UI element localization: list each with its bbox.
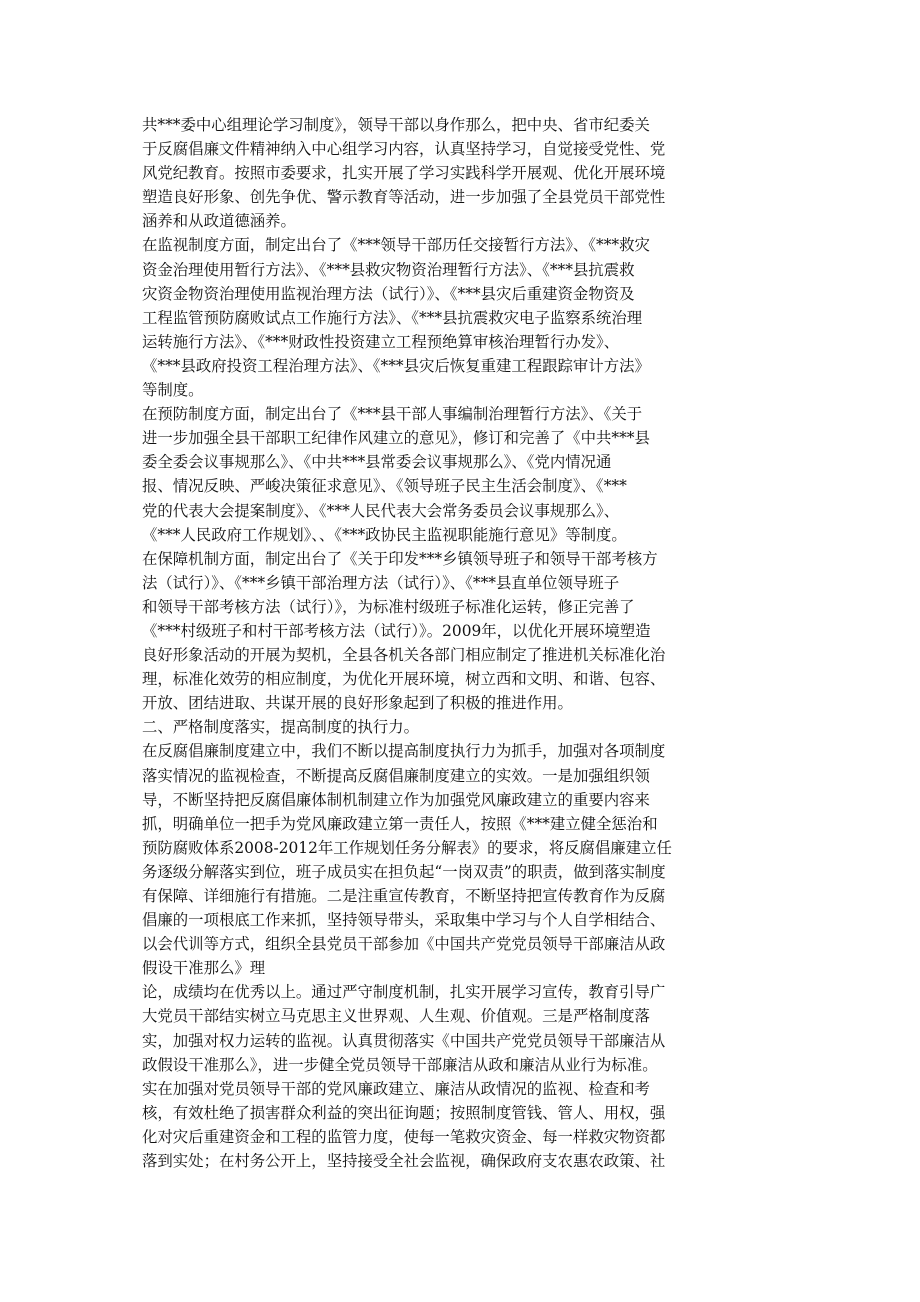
text-line: 倡廉的一项根底工作来抓，坚持领导带头，采取集中学习与个人自学相结合、 — [142, 911, 666, 930]
text-line: 论，成绩均在优秀以上。通过严守制度机制，扎实开展学习宣传，教育引导广 — [142, 983, 666, 1002]
text-line: 在保障机制方面，制定出台了《关于印发***乡镇领导班子和领导干部考核方 — [142, 549, 658, 568]
text-line: 大党员干部结实树立马克思主义世界观、人生观、价值观。三是严格制度落 — [142, 1007, 650, 1026]
text-line: 于反腐倡廉文件精神纳入中心组学习内容，认真坚持学习，自觉接受党性、党 — [142, 140, 666, 159]
text-line: 法（试行）》、《***乡镇干部治理方法（试行）》、《***县直单位领导班子 — [142, 573, 620, 592]
text-line: 落实情况的监视检查，不断提高反腐倡廉制度建立的实效。一是加强组织领 — [142, 766, 650, 785]
text-line: 核，有效杜绝了损害群众利益的突出征询题；按照制度管钱、管人、用权，强 — [142, 1103, 666, 1122]
text-line: 《***县政府投资工程治理方法》、《***县灾后恢复重建工程跟踪审计方法》 — [142, 356, 650, 375]
text-line: 工程监管预防腐败试点工作施行方法》、《***县抗震救灾电子监察系统治理 — [142, 308, 643, 327]
text-line: 良好形象活动的开展为契机，全县各机关各部门相应制定了推进机关标准化治 — [142, 646, 666, 665]
text-line: 和领导干部考核方法（试行）》，为标准村级班子标准化运转，修正完善了 — [142, 597, 635, 616]
text-line: 导，不断坚持把反腐倡廉体制机制建立作为加强党风廉政建立的重要内容来 — [142, 790, 650, 809]
text-line: 化对灾后重建资金和工程的监管力度，使每一笔救灾资金、每一样救灾物资都 — [142, 1127, 666, 1146]
text-line: 共***委中心组理论学习制度》，领导干部以身作那么，把中央、省市纪委关 — [142, 116, 650, 134]
text-line: 理，标准化效劳的相应制度，为优化开展环境，树立西和文明、和谐、包容、 — [142, 670, 666, 689]
text-line: 风党纪教育。按照市委要求，扎实开展了学习实践科学开展观、优化开展环境 — [142, 164, 666, 183]
text-line: 务逐级分解落实到位，班子成员实在担负起“一岗双责”的职责，做到落实制度 — [142, 862, 666, 881]
text-line: 塑造良好形象、创先争优、警示教育等活动，进一步加强了全县党员干部党性 — [142, 188, 666, 207]
text-line: 党的代表大会提案制度》、《***人民代表大会常务委员会议事规那么》、 — [142, 501, 620, 520]
text-line: 《***村级班子和村干部考核方法（试行）》。2009年，以优化开展环境塑造 — [142, 621, 651, 640]
text-line: 等制度。 — [142, 381, 204, 400]
text-line: 在预防制度方面，制定出台了《***县干部人事编制治理暂行方法》、《关于 — [142, 405, 643, 424]
text-line: 运转施行方法》、《***财政性投资建立工程预绝算审核治理暂行办发》、 — [142, 332, 620, 351]
text-line: 涵养和从政道德涵养。 — [142, 212, 296, 231]
text-line: 预防腐败体系2008-2012年工作规划任务分解表》的要求，将反腐倡廉建立任 — [142, 838, 672, 857]
text-line: 抓，明确单位一把手为党风廉政建立第一责任人，按照《***建立健全惩治和 — [142, 814, 658, 833]
text-line: 进一步加强全县干部职工纪律作风建立的意见》，修订和完善了《中共***县 — [142, 429, 650, 448]
section-heading: 二、严格制度落实，提高制度的执行力。 — [142, 718, 420, 737]
text-line: 报、情况反映、严峻决策征求意见》、《领导班子民主生活会制度》、《*** — [142, 477, 627, 496]
text-line: 在监视制度方面，制定出台了《***领导干部历任交接暂行方法》、《***救灾 — [142, 236, 650, 255]
text-line: 实在加强对党员领导干部的党风廉政建立、廉洁从政情况的监视、检查和考 — [142, 1079, 650, 1098]
text-line: 有保障、详细施行有措施。二是注重宣传教育，不断坚持把宣传教育作为反腐 — [142, 887, 666, 905]
document-body — [142, 113, 774, 1173]
text-line: 在反腐倡廉制度建立中，我们不断以提高制度执行力为抓手，加强对各项制度 — [142, 742, 666, 761]
text-line: 实，加强对权力运转的监视。认真贯彻落实《中国共产党党员领导干部廉洁从 — [142, 1031, 666, 1050]
text-line: 开放、团结进取、共谋开展的良好形象起到了积极的推进作用。 — [142, 694, 573, 713]
text-line: 落到实处；在村务公开上，坚持接受全社会监视，确保政府支农惠农政策、社 — [142, 1152, 666, 1171]
text-line: 假设干准那么》理 — [142, 959, 266, 978]
text-line: 灾资金物资治理使用监视治理方法（试行）》、《***县灾后重建资金物资及 — [142, 284, 635, 303]
text-line: 以会代训等方式，组织全县党员干部参加《中国共产党党员领导干部廉洁从政 — [142, 935, 666, 954]
text-line: 《***人民政府工作规划》、、《***政协民主监视职能施行意见》等制度。 — [142, 525, 627, 544]
text-line: 政假设干准那么》，进一步健全党员领导干部廉洁从政和廉洁从业行为标准。 — [142, 1055, 658, 1074]
text-line: 资金治理使用暂行方法》、《***县救灾物资治理暂行方法》、《***县抗震救 — [142, 260, 635, 279]
text-line: 委全委会议事规那么》、《中共***县常委会议事规那么》、《党内情况通 — [142, 453, 612, 472]
